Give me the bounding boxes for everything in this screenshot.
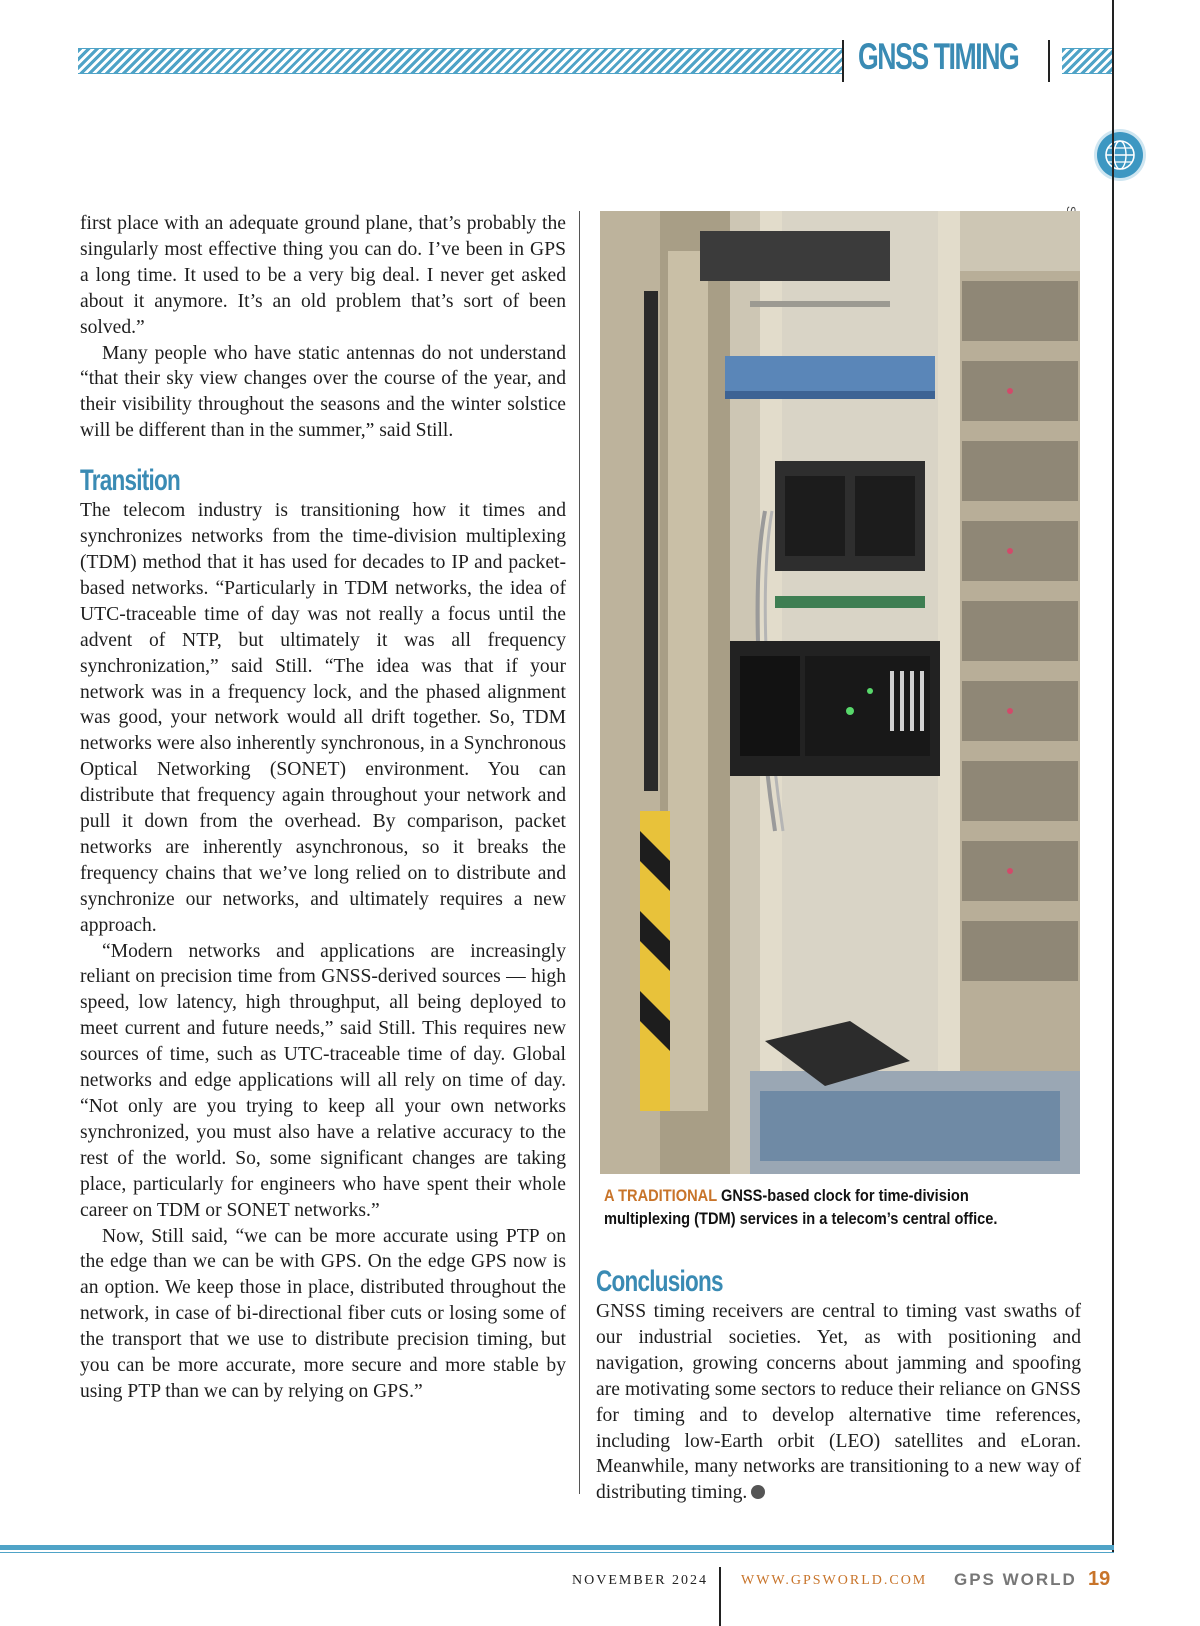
- page-number: 19: [1088, 1568, 1111, 1590]
- header-hatch-band: [78, 48, 842, 74]
- subhead-conclusions: Conclusions: [596, 1265, 723, 1298]
- right-column: [596, 1265, 1081, 1506]
- paragraph-text: GNSS timing receivers are central to timing vast swaths of our industrial societies. Yet, as with positioning and navigation, growing concerns about jamming and spoofing are motivating some sectors to reduce their reliance on GNSS for timing and to develop alternative time references, including low-Earth orbit (LEO) satellites and eLoran. Meanwhile, many networks are transitioning to a new way of distributing timing.: [596, 1301, 1081, 1504]
- end-globe-icon: [751, 1485, 765, 1499]
- footer-rule: [0, 1545, 1114, 1550]
- footer-rule-thin: [0, 1552, 1114, 1553]
- telecom-rack-photo: [600, 211, 1080, 1174]
- header-hatch-band-right: [1062, 48, 1112, 74]
- header-divider-right: [1048, 40, 1050, 82]
- caption-lead: A TRADITIONAL: [604, 1186, 717, 1205]
- subhead-transition: Transition: [80, 464, 181, 498]
- page-edge-rule: [1112, 0, 1114, 1552]
- header-divider: [842, 40, 844, 82]
- section-title: GNSS TIMING: [858, 36, 1019, 77]
- paragraph: The telecom industry is transitioning how it times and synchronizes networks from the time-division multiplexing (TDM) method that it has used for decades to IP and packet-based networks. “Particularly in TDM networks, the idea of UTC-traceable time of day was not really a focus until the advent of NTP, but ultimately it was all frequency synchronization,” said Still. “The idea was that if your network was in a frequency lock, and the phased alignment was good, your network would all drift together. So, TDM networks were also inherently synchronous, in a Synchronous Optical Networking (SONET) environment. You can distribute that frequency again throughout your network and pull it down from the overhead. By comparison, packet networks are inherently asynchronous, so it breaks the frequency chains that we’ve long relied on to distribute and synchronize our networks, and ultimately requires a new approach.: [80, 500, 566, 936]
- paragraph: first place with an adequate ground plane, that’s probably the singularly most effective thing you can do. I’ve been in GPS a long time. It used to be a very big deal. I never get asked about it anymore. It’s an old problem that’s sort of been solved.”: [80, 213, 566, 338]
- paragraph: “Modern networks and applications are increasingly reliant on precision time from GNSS-derived sources — high speed, low latency, high throughput, all being deployed to meet current and future needs,” said Still. This requires new sources of time, such as UTC-traceable time of day. Global networks and edge applications will all rely on time of day. “Not only are you trying to keep all your own networks synchronized, you must also have a relative accuracy to the rest of the world. So, some significant changes are taking place, particularly for engineers who have spent their whole career on TDM or SONET networks.”: [80, 940, 566, 1221]
- magazine-name: GPS WORLD: [954, 1570, 1077, 1589]
- left-column: [80, 211, 566, 1405]
- column-divider: [579, 211, 580, 1494]
- paragraph: Now, Still said, “we can be more accurate using PTP on the edge than we can be with GPS. On the edge GPS now is an option. We keep those in place, distributed throughout the network, in case of bi-directional fiber cuts or losing some of the transport that we use to distribute precision timing, but you can be more accurate, more secure and more stable by using PTP than we can by relying on GPS.”: [80, 1225, 566, 1402]
- footer: [560, 1567, 1120, 1597]
- website-url: WWW.GPSWORLD.COM: [741, 1573, 928, 1588]
- caption-text: GNSS-based clock for time-division multiplexing (TDM) services in a telecom’s central office.: [604, 1186, 998, 1228]
- globe-icon: [1097, 132, 1143, 178]
- paragraph: Many people who have static antennas do not understand “that their sky view changes over the course of the year, and their visibility throughout the seasons and the winter solstice will be different than in the summer,” said Still.: [80, 342, 566, 442]
- issue-date: NOVEMBER 2024: [572, 1573, 709, 1588]
- figure-caption: [604, 1184, 1008, 1230]
- paragraph: [596, 1299, 1081, 1506]
- footer-divider: [719, 1567, 721, 1626]
